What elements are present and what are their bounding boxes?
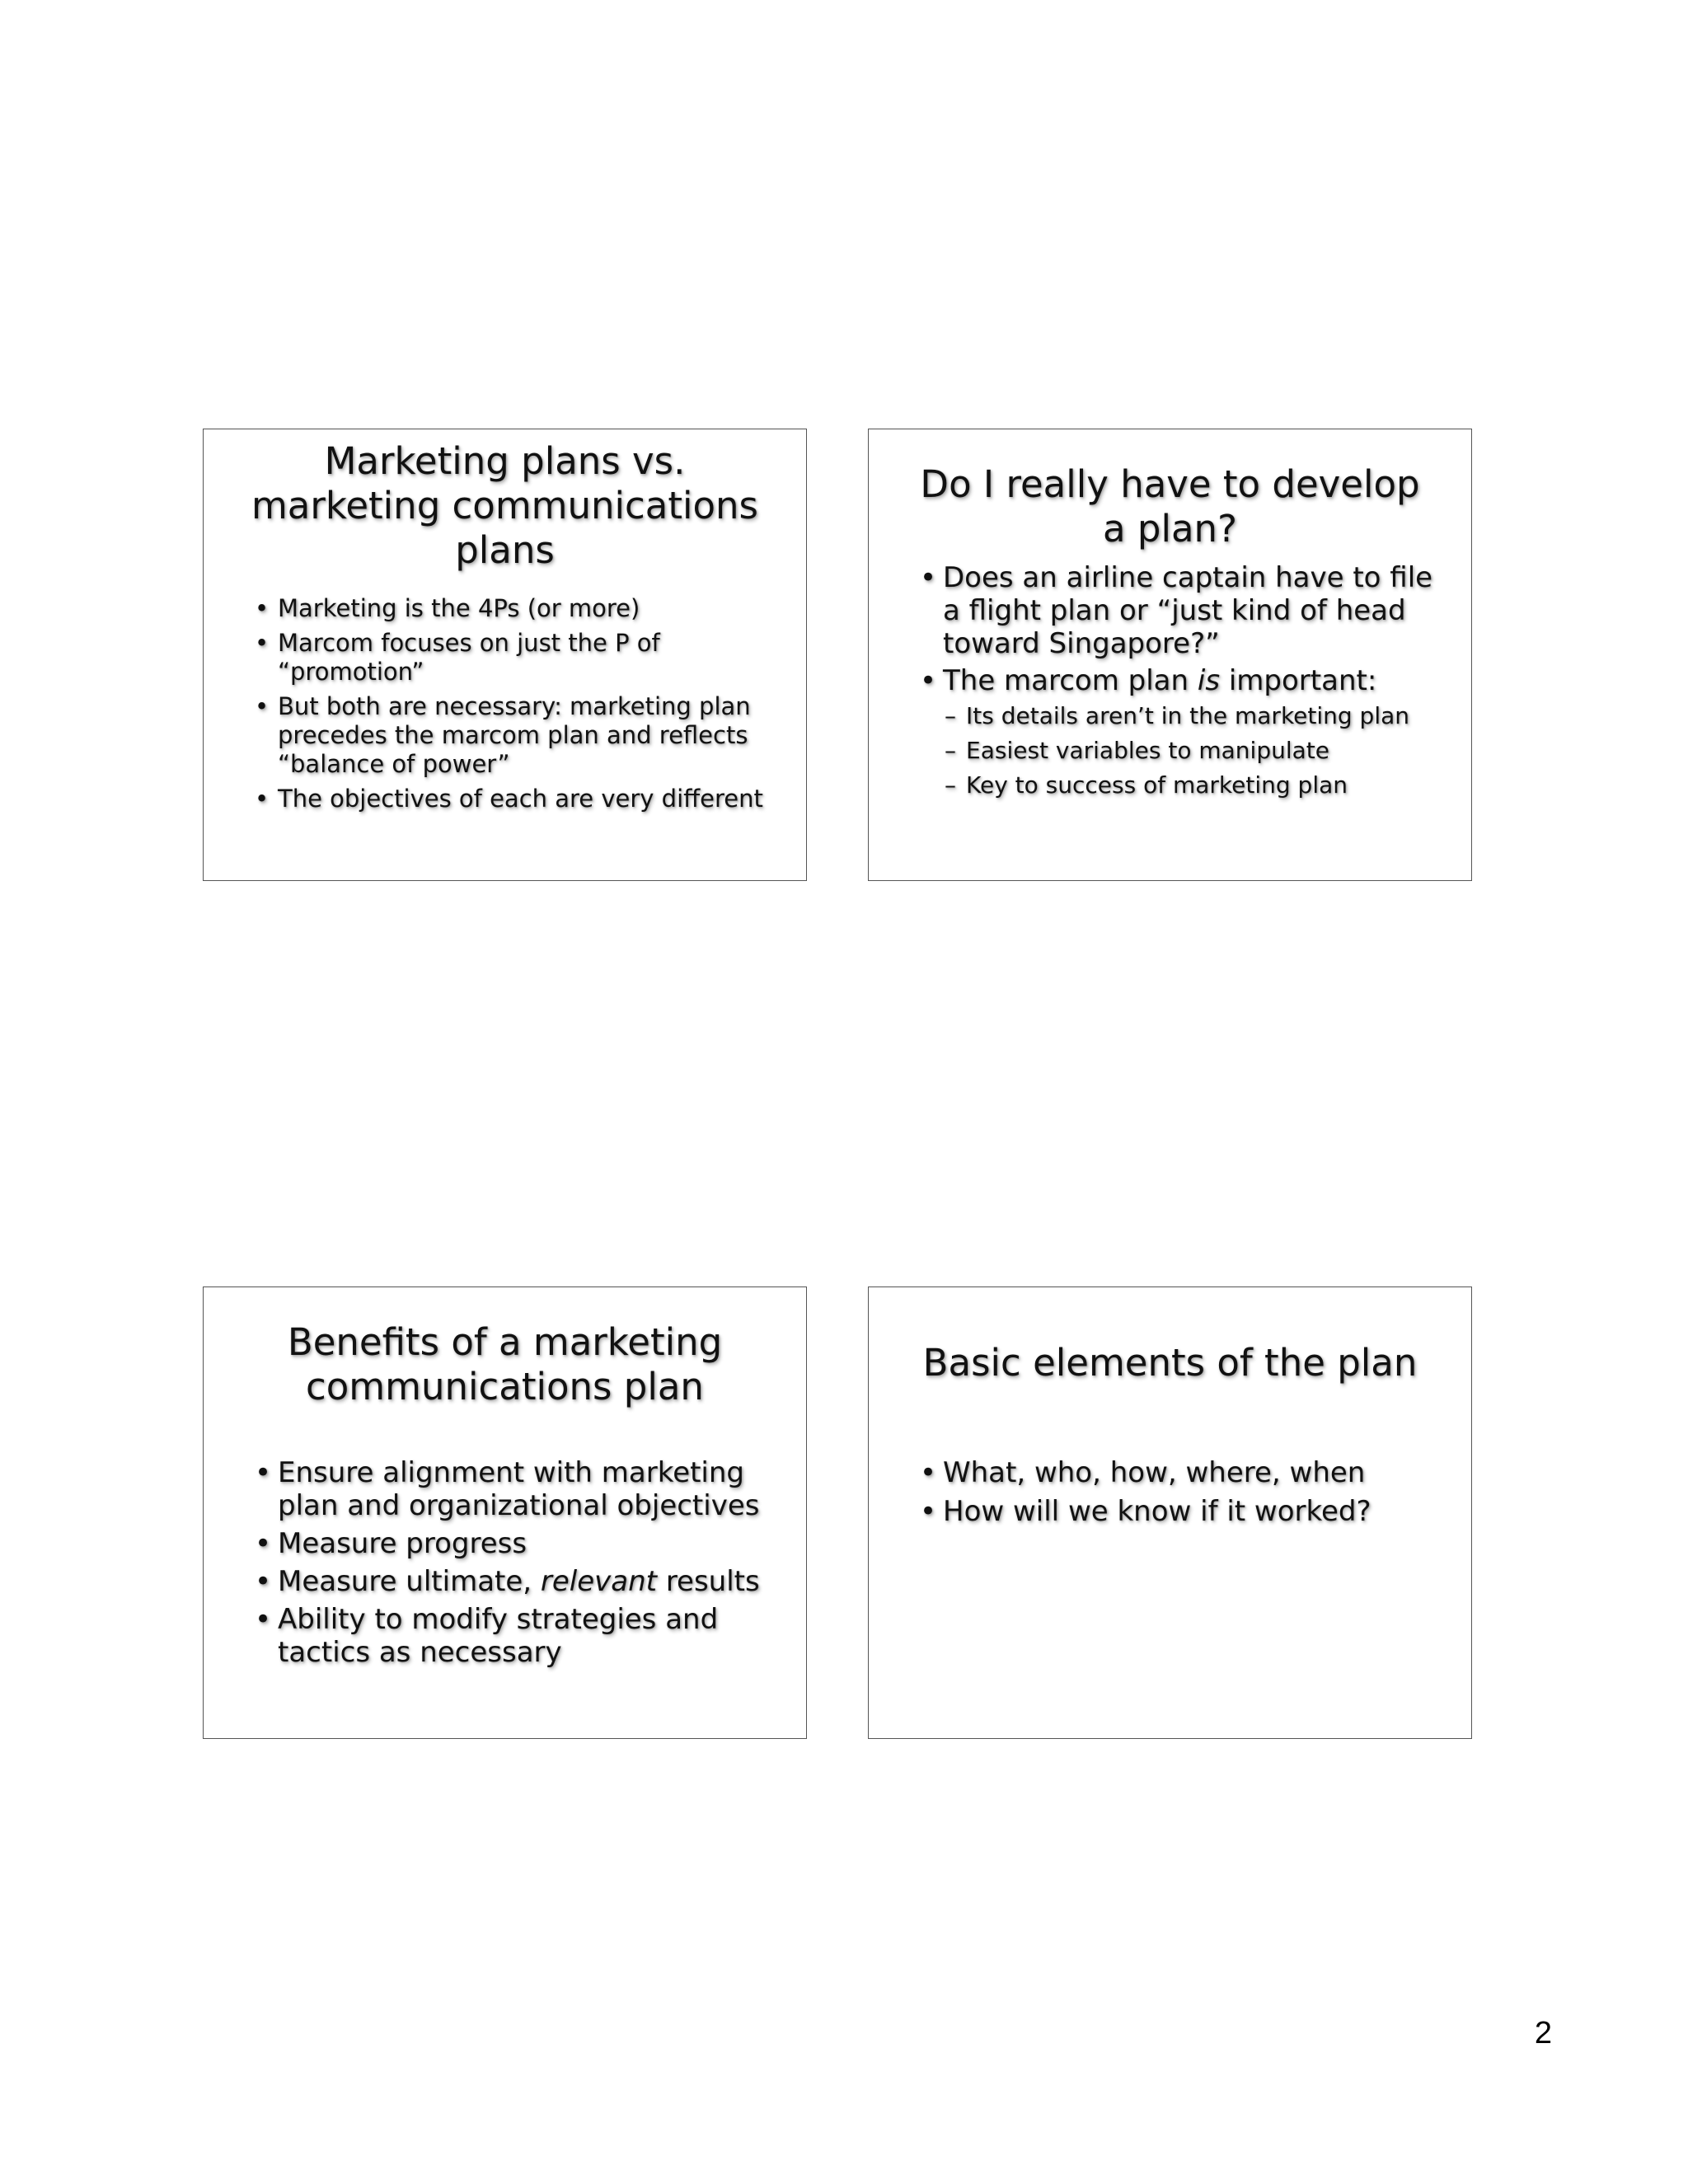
bullet-text: Ensure alignment with marketing plan and organizational objectives: [278, 1456, 760, 1522]
bullet-list: [255, 1456, 790, 1674]
bullet-text-after: results: [657, 1565, 760, 1598]
list-item: [920, 1495, 1455, 1528]
bullet-text: Ability to modify strategies and tactics as necessary: [278, 1603, 719, 1669]
bullet-text-after: important:: [1220, 664, 1377, 697]
slide-title: Marketing plans vs. marketing communications plans: [251, 439, 759, 572]
bullet-text-before: The marcom plan: [943, 664, 1198, 697]
bullet-text: Marcom focuses on just the P of “promotion”: [278, 629, 660, 686]
sub-list-item: [920, 736, 1455, 765]
bullet-icon: •: [255, 1603, 272, 1636]
dash-icon: –: [945, 771, 956, 799]
page-number: 2: [1534, 2016, 1552, 2050]
slide-title: Benefits of a marketing communications plan: [287, 1320, 723, 1408]
bullet-text: Marketing is the 4Ps (or more): [278, 594, 640, 622]
bullet-icon: •: [255, 1565, 272, 1598]
list-item: [920, 1456, 1455, 1489]
slide-3: [203, 1286, 807, 1739]
bullet-text: But both are necessary: marketing plan precedes the marcom plan and reflects “balance of power”: [278, 692, 751, 778]
bullet-text: How will we know if it worked?: [943, 1495, 1372, 1528]
list-item: [255, 1456, 790, 1522]
bullet-icon: •: [255, 594, 270, 622]
bullet-text-emphasis: relevant: [540, 1565, 658, 1598]
bullet-text: Measure progress: [278, 1527, 528, 1560]
list-item: [255, 785, 790, 813]
bullet-text: Key to success of marketing plan: [966, 771, 1348, 799]
bullet-icon: •: [920, 1456, 937, 1489]
bullet-icon: •: [255, 1527, 272, 1560]
bullet-icon: •: [255, 785, 270, 813]
list-item: [255, 1527, 790, 1560]
dash-icon: –: [945, 737, 956, 764]
list-item: [255, 1603, 790, 1669]
slide-4: [868, 1286, 1472, 1739]
list-item: [255, 629, 790, 687]
bullet-icon: •: [920, 664, 937, 697]
slide-1: [203, 429, 807, 881]
bullet-icon: •: [920, 561, 937, 594]
slide-2: [868, 429, 1472, 881]
sub-list-item: [920, 701, 1455, 730]
bullet-text: Easiest variables to manipulate: [966, 737, 1329, 764]
bullet-list: [920, 561, 1455, 805]
slide-title: Do I really have to develop a plan?: [920, 462, 1420, 551]
list-item: [255, 692, 790, 779]
bullet-icon: •: [255, 1456, 272, 1489]
slide-title: Basic elements of the plan: [922, 1341, 1418, 1385]
bullet-icon: •: [255, 629, 270, 657]
bullet-text-emphasis: is: [1197, 664, 1221, 697]
bullet-text: What, who, how, where, when: [943, 1456, 1366, 1489]
list-item: [920, 561, 1455, 660]
list-item: [920, 664, 1455, 697]
sub-list-item: [920, 771, 1455, 799]
bullet-icon: •: [920, 1495, 937, 1528]
bullet-text: The objectives of each are very different: [278, 785, 763, 813]
bullet-text: Its details aren’t in the marketing plan: [966, 702, 1410, 729]
bullet-icon: •: [255, 692, 270, 720]
bullet-list: [255, 594, 790, 819]
list-item: [255, 1565, 790, 1598]
bullet-text: Does an airline captain have to file a flight plan or “just kind of head toward Singapore?”: [943, 561, 1433, 660]
dash-icon: –: [945, 702, 956, 729]
list-item: [255, 594, 790, 623]
bullet-list: [920, 1456, 1455, 1534]
bullet-text-before: Measure ultimate,: [278, 1565, 541, 1598]
